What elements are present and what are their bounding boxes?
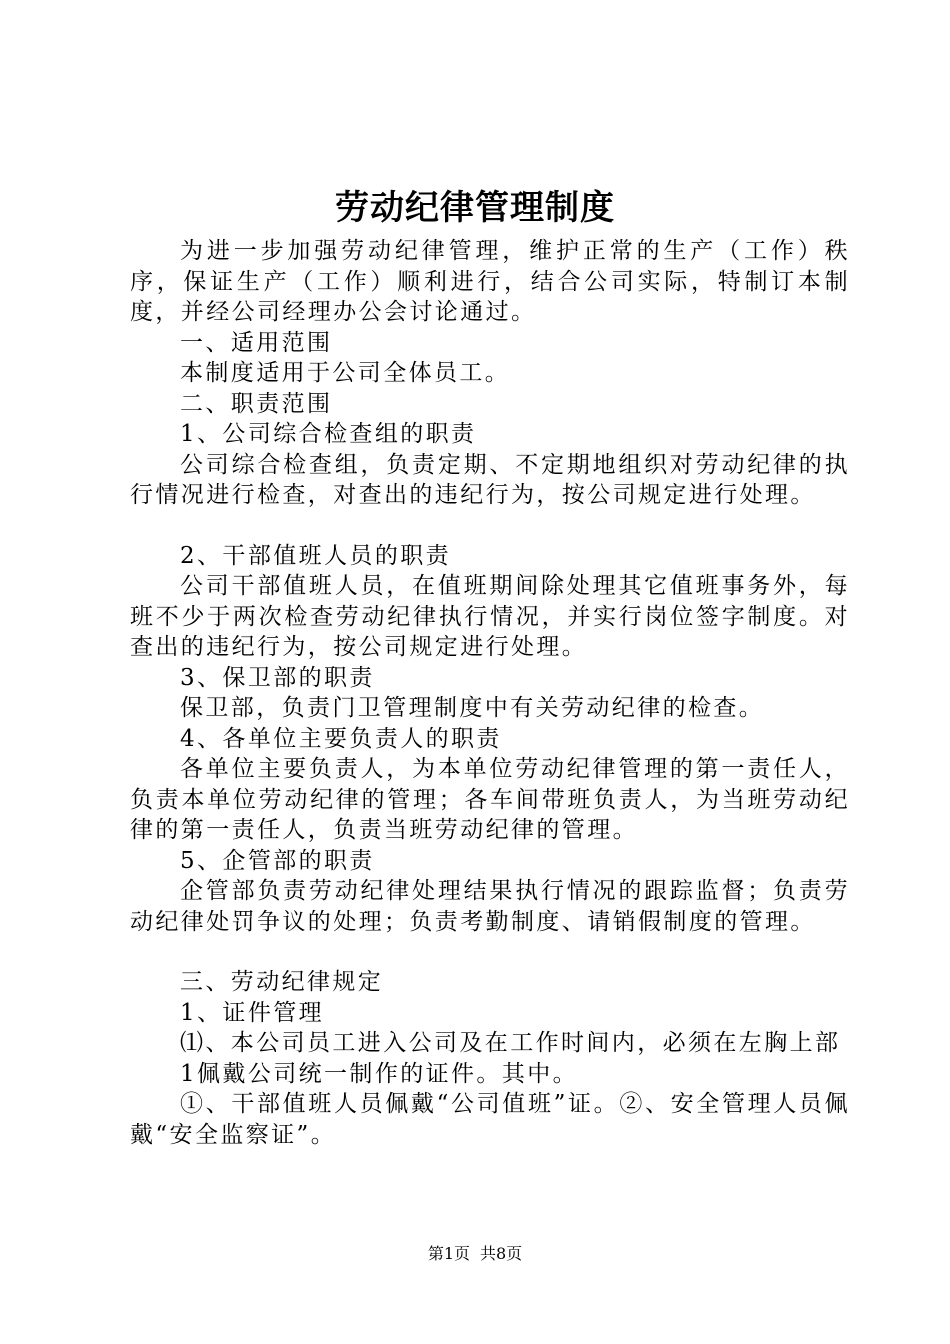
security-dept-paragraph: 保卫部，负责门卫管理制度中有关劳动纪律的检查。 xyxy=(180,695,765,721)
inspection-group-paragraph: 公司综合检查组，负责定期、不定期地组织对劳动纪律的执行情况进行检查，对查出的违纪行为，按公司规定进行处理。 xyxy=(130,451,850,508)
scope-paragraph: 本制度适用于公司全体员工。 xyxy=(180,360,511,386)
subheading-security-dept: 3、保卫部的职责 xyxy=(180,664,375,691)
subheading-inspection-group: 1、公司综合检查组的职责 xyxy=(180,421,477,447)
badge-types-paragraph: ①、干部值班人员佩戴“公司值班”证。②、安全管理人员佩戴“安全监察证”。 xyxy=(130,1091,850,1148)
section-heading-responsibilities: 二、职责范围 xyxy=(180,390,333,417)
subheading-unit-heads: 4、各单位主要负责人的职责 xyxy=(180,725,502,752)
intro-paragraph: 为进一步加强劳动纪律管理，维护正常的生产（工作）秩序，保证生产（工作）顺利进行，结合公司实际，特制订本制度，并经公司经理办公会讨论通过。 xyxy=(130,238,850,325)
page-number: 第1页 xyxy=(427,1244,470,1263)
document-title: 劳动纪律管理制度 xyxy=(335,188,615,228)
duty-staff-paragraph: 公司干部值班人员，在值班期间除处理其它值班事务外，每班不少于两次检查劳动纪律执行情况，并实行岗位签字制度。对查出的违纪行为，按公司规定进行处理。 xyxy=(130,573,850,660)
subheading-management-dept: 5、企管部的职责 xyxy=(180,847,375,874)
paragraph-gap xyxy=(130,511,850,541)
badge-rule-continued: 1佩戴公司统一制作的证件。其中。 xyxy=(180,1060,579,1087)
subheading-id-badges: 1、证件管理 xyxy=(180,999,325,1026)
section-heading-rules: 三、劳动纪律规定 xyxy=(180,969,384,995)
page-footer xyxy=(0,1243,950,1265)
subheading-duty-staff: 2、干部值班人员的职责 xyxy=(180,542,452,569)
paragraph-gap xyxy=(130,937,850,967)
section-heading-scope: 一、适用范围 xyxy=(180,329,333,356)
management-dept-paragraph: 企管部负责劳动纪律处理结果执行情况的跟踪监督；负责劳动纪律处罚争议的处理；负责考勤制度、请销假制度的管理。 xyxy=(130,878,850,935)
badge-rule-paragraph: ⑴、本公司员工进入公司及在工作时间内，必须在左胸上部 xyxy=(180,1030,841,1056)
page-total: 共8页 xyxy=(480,1244,523,1263)
unit-heads-paragraph: 各单位主要负责人，为本单位劳动纪律管理的第一责任人，负责本单位劳动纪律的管理；各车间带班负责人，为当班劳动纪律的第一责任人，负责当班劳动纪律的管理。 xyxy=(130,756,850,843)
document-body xyxy=(130,236,850,1150)
